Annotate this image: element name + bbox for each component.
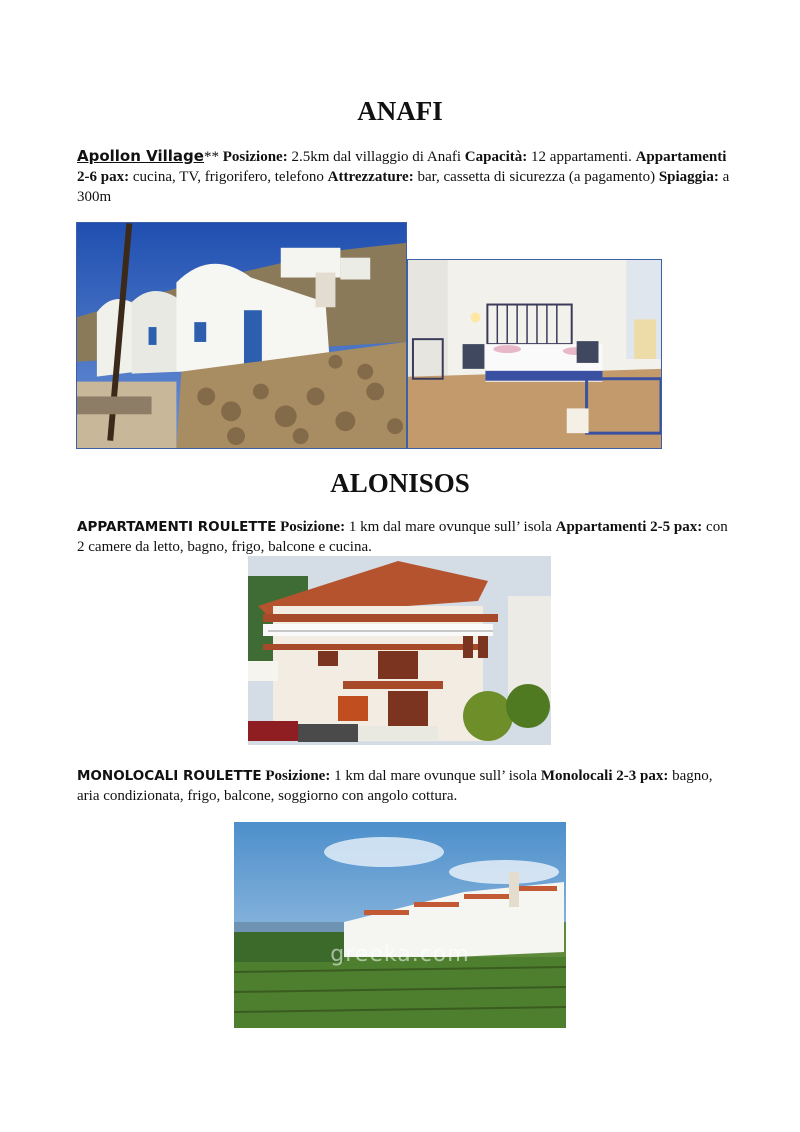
label-app-posizione: Posizione: <box>280 519 346 535</box>
hotel-name-monolocali-roulette: MONOLOCALI ROULETTE <box>77 768 262 784</box>
section-title-anafi: ANAFI <box>357 96 443 126</box>
value-appartamenti: cucina, TV, frigorifero, telefono <box>129 169 328 185</box>
value-mono-rooms: bagno, aria condizionata, frigo, balcone, soggiorno con angolo cottura. <box>77 768 713 804</box>
value-mono-posizione: 1 km dal mare ovunque sull’ isola <box>330 768 541 784</box>
label-mono-posizione: Posizione: <box>265 768 331 784</box>
hotel-stars: ** <box>203 149 219 165</box>
value-posizione: 2.5km dal villaggio di Anafi <box>287 149 465 165</box>
anafi-description <box>77 146 737 207</box>
label-posizione: Posizione: <box>222 149 288 165</box>
photo-apollon-village-exterior <box>76 222 407 449</box>
watermark-greeka: greeka.com <box>330 942 470 967</box>
label-appartamenti: Appartamenti 2-6 pax: <box>77 149 727 185</box>
photo-apollon-village-bedroom <box>407 259 662 449</box>
hotel-name-apollon-village: Apollon Village <box>77 147 204 165</box>
label-attrezzature: Attrezzature: <box>327 169 414 185</box>
label-spiaggia: Spiaggia: <box>658 169 719 185</box>
label-mono-rooms: Monolocali 2-3 pax: <box>540 768 669 784</box>
label-capacita: Capacità: <box>464 149 528 165</box>
section-title-alonisos: ALONISOS <box>330 468 470 498</box>
photo-monolocali-roulette <box>234 822 566 1028</box>
value-app-posizione: 1 km dal mare ovunque sull’ isola <box>345 519 556 535</box>
photo-appartamenti-roulette <box>248 556 551 745</box>
value-spiaggia: a 300m <box>77 169 730 205</box>
appartamenti-roulette-description <box>77 517 737 557</box>
hotel-name-appartamenti-roulette: APPARTAMENTI ROULETTE <box>77 519 277 535</box>
value-attrezzature: bar, cassetta di sicurezza (a pagamento) <box>413 169 659 185</box>
monolocali-roulette-description <box>77 766 737 806</box>
value-capacita: 12 appartamenti. <box>527 149 632 165</box>
value-app-rooms: con 2 camere da letto, bagno, frigo, balcone e cucina. <box>77 519 728 555</box>
label-app-rooms: Appartamenti 2-5 pax: <box>555 519 703 535</box>
